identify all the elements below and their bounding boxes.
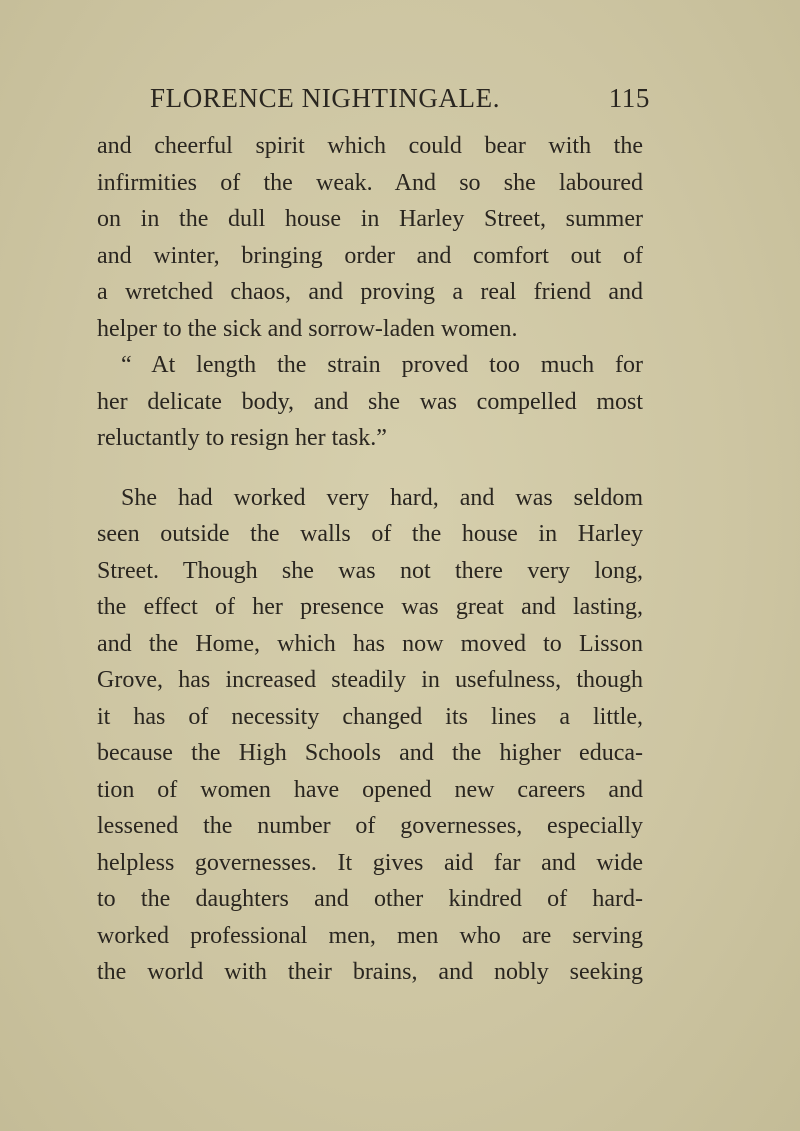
paragraph-quote (97, 347, 643, 457)
paragraph (97, 480, 643, 991)
text-line: reluctantly to resign her task.” (97, 425, 387, 451)
paragraph (97, 128, 643, 347)
text-line: and winter, bringing order and comfort out of (97, 242, 643, 269)
text-line: She had worked very hard, and was seldom (121, 484, 643, 511)
text-line: her delicate body, and she was compelled most (97, 388, 643, 415)
text-line: worked professional men, men who are serving (97, 922, 643, 949)
text-line: Street. Though she was not there very long, (97, 557, 643, 584)
body-text (97, 128, 643, 991)
text-line: because the High Schools and the higher educa- (97, 740, 643, 766)
text-line: helpless governesses. It gives aid far and wide (97, 849, 643, 876)
text-line: Grove, has increased steadily in usefulness, though (97, 667, 643, 693)
text-line: and the Home, which has now moved to Lisson (97, 630, 643, 657)
text-line: infirmities of the weak. And so she laboured (97, 169, 643, 196)
text-line: and cheerful spirit which could bear with the (97, 133, 643, 159)
text-line: to the daughters and other kindred of hard- (97, 886, 643, 912)
text-line: seen outside the walls of the house in Harley (97, 521, 643, 547)
running-head-title: FLORENCE NIGHTINGALE. (150, 83, 501, 113)
text-line: a wretched chaos, and proving a real friend and (97, 279, 643, 305)
text-line: the world with their brains, and nobly seeking (97, 959, 643, 985)
text-line: the effect of her presence was great and lasting, (97, 594, 643, 620)
text-line: lessened the number of governesses, especially (97, 813, 643, 839)
text-line: it has of necessity changed its lines a little, (97, 703, 643, 730)
text-line: on in the dull house in Harley Street, summer (97, 206, 643, 232)
text-line: helper to the sick and sorrow-laden women. (97, 315, 518, 342)
paragraph-gap (97, 457, 643, 480)
text-line: “ At length the strain proved too much for (121, 352, 643, 378)
running-head (150, 78, 650, 118)
page-number: 115 (608, 83, 650, 113)
text-line: tion of women have opened new careers and (97, 776, 643, 803)
